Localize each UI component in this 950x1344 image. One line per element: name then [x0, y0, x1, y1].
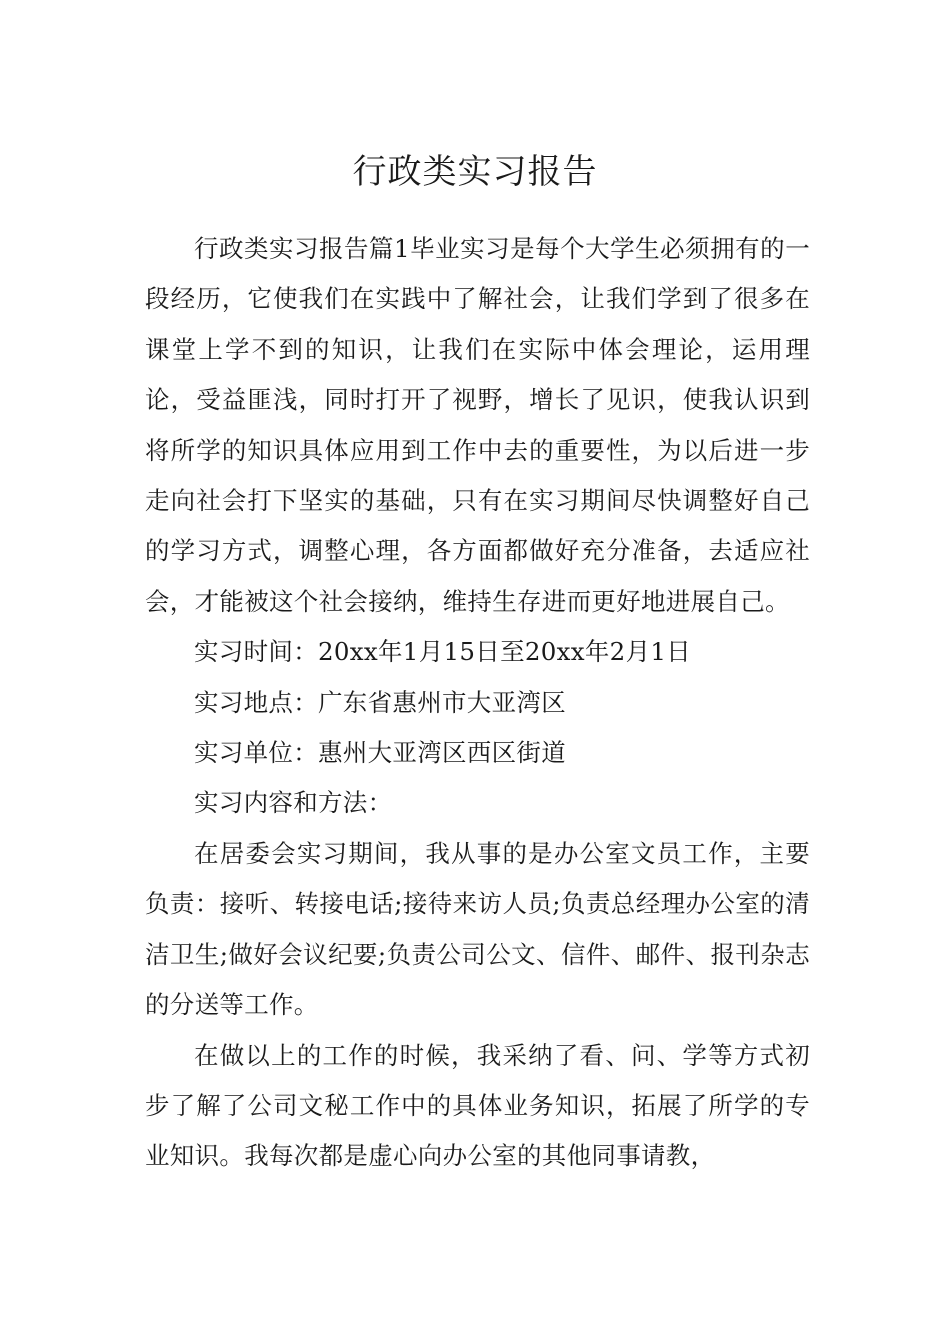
- paragraph-internship-unit: 实习单位：惠州大亚湾区西区街道: [194, 738, 566, 768]
- paragraph-methods: 在做以上的工作的时候，我采纳了看、问、学等方式初步了解了公司文秘工作中的具体业务知识，拓展了所学的专业知识。我每次都是虚心向办公室的其他同事请教，: [145, 1040, 810, 1171]
- document-title: 行政类实习报告: [352, 151, 598, 192]
- paragraph-internship-location: 实习地点：广东省惠州市大亚湾区: [194, 687, 566, 717]
- paragraph-content-heading: 实习内容和方法：: [194, 788, 393, 818]
- paragraph-intro: 行政类实习报告篇1毕业实习是每个大学生必须拥有的一段经历，它使我们在实践中了解社会，让我们学到了很多在课堂上学不到的知识，让我们在实际中体会理论，运用理论，受益匪浅，同时打开了视野，增长了见识，使我认识到将所学的知识具体应用到工作中去的重要性，为以后进一步走向社会打下坚实的基础，只有在实习期间尽快调整好自己的学习方式，调整心理，各方面都做好充分准备，去适应社会，才能被这个社会接纳，维持生存进而更好地进展自己。: [145, 234, 810, 616]
- paragraph-duties: 在居委会实习期间，我从事的是办公室文员工作，主要负责：接听、转接电话;接待来访人员;负责总经理办公室的清洁卫生;做好会议纪要;负责公司公文、信件、邮件、报刊杂志的分送等工作。: [145, 838, 810, 1020]
- paragraph-internship-time: 实习时间：20xx年1月15日至20xx年2月1日: [194, 637, 692, 667]
- document-body: [145, 224, 810, 1182]
